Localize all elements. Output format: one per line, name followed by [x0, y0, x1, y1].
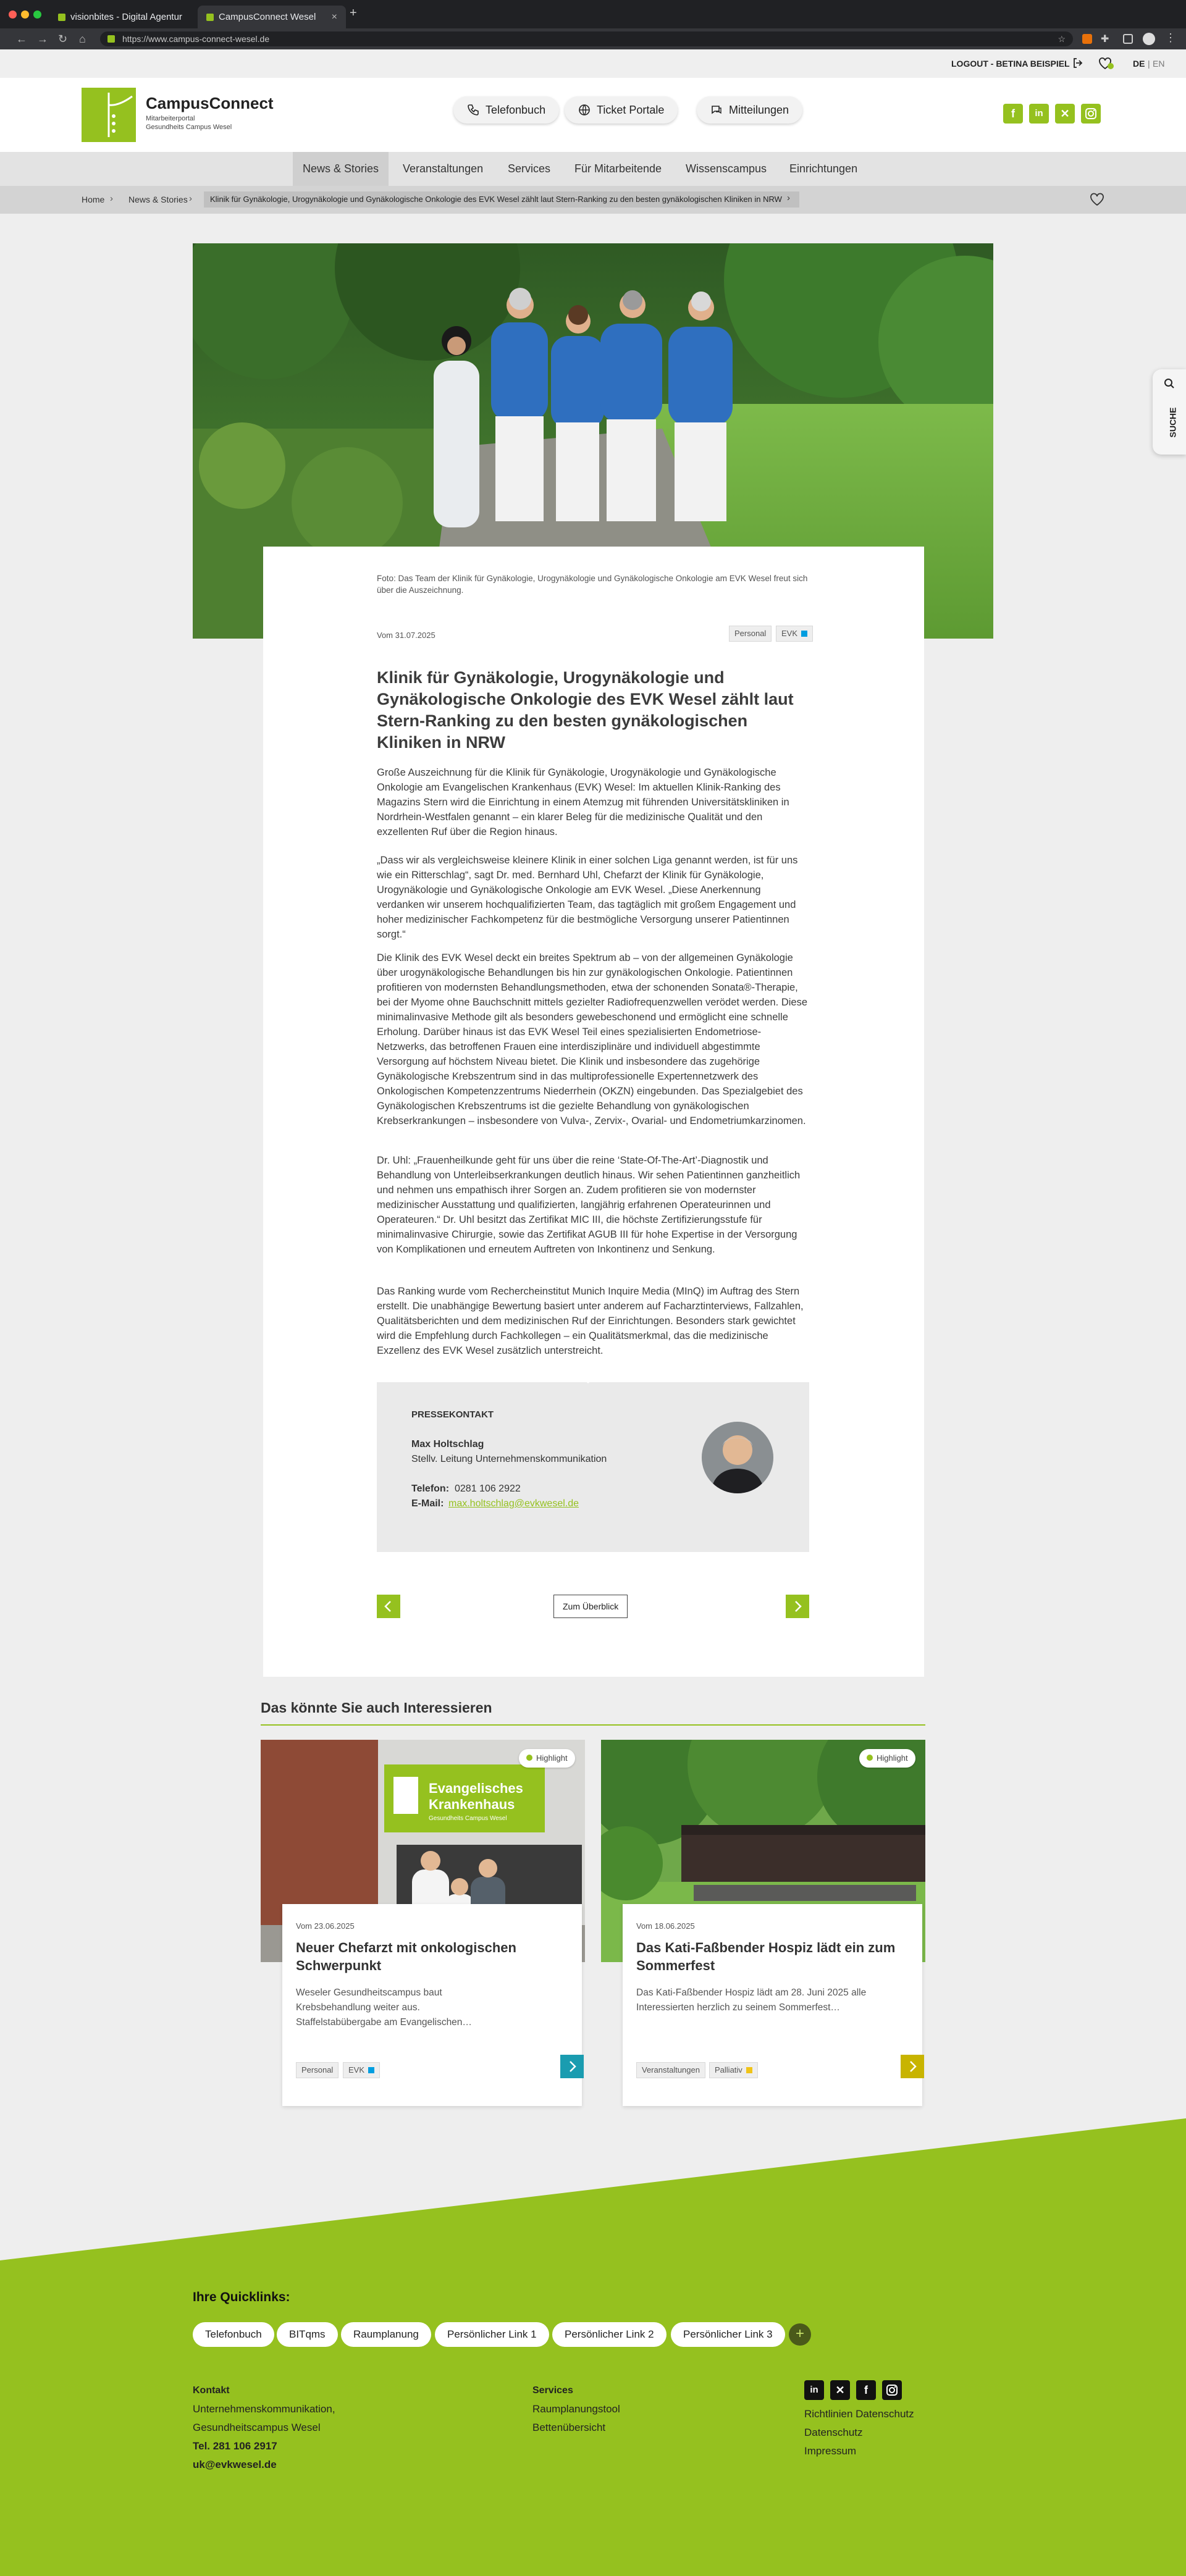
related-heading: Das könnte Sie auch Interessieren: [261, 1700, 492, 1716]
tag-color-swatch: [801, 631, 807, 637]
footer-legal-link[interactable]: Impressum: [804, 2445, 857, 2457]
browser-tab[interactable]: [49, 6, 215, 28]
chevron-right-icon: [786, 1595, 809, 1618]
tag-personal[interactable]: Personal: [296, 2062, 339, 2078]
footer-legal-link[interactable]: Datenschutz: [804, 2427, 863, 2438]
sign-text-3: Gesundheits Campus Wesel: [429, 1815, 507, 1822]
instagram-icon[interactable]: [882, 2380, 902, 2400]
article-card: [263, 547, 924, 1677]
xing-icon[interactable]: ✕: [830, 2380, 850, 2400]
reload-icon[interactable]: ↻: [58, 33, 68, 45]
previous-article-button[interactable]: [377, 1595, 400, 1618]
chevron-right-icon: [560, 2055, 584, 2078]
site-header: [0, 78, 1186, 152]
quicklink[interactable]: Persönlicher Link 1: [435, 2322, 549, 2347]
sign-text-2: Krankenhaus: [429, 1797, 515, 1812]
chevron-left-icon: [377, 1595, 400, 1618]
breadcrumb: [0, 186, 1186, 214]
footer-service-link[interactable]: Raumplanungstool: [532, 2403, 620, 2415]
article-title: Klinik für Gynäkologie, Urogynäkologie und Gynäkologische Onkologie des EVK Wesel zählt laut Stern-Ranking zu den besten gynäkologischen Kliniken in NRW: [377, 668, 794, 752]
browser-tab-bar: [0, 0, 1186, 28]
related-card-excerpt: Das Kati-Faßbender Hospiz lädt am 28. Juni 2025 alle Interessierten herzlich zu seinem Sommerfest…: [636, 1987, 867, 2013]
tab-title: visionbites - Digital Agentur: [70, 12, 182, 22]
pill-label: Telefonbuch: [486, 103, 546, 116]
search-tab-label: SUCHE: [1167, 407, 1178, 438]
quicklink[interactable]: Telefonbuch: [193, 2322, 274, 2347]
tab-title: CampusConnect Wesel: [219, 12, 316, 22]
browser-tab-active[interactable]: [198, 6, 346, 28]
nav-veranstaltungen[interactable]: Veranstaltungen: [403, 162, 484, 175]
bookmark-star-icon[interactable]: ☆: [1058, 34, 1066, 44]
breadcrumb-home[interactable]: Home: [82, 195, 105, 204]
tag-color-swatch: [746, 2067, 752, 2073]
chevron-right-icon: ›: [189, 193, 192, 204]
facebook-icon[interactable]: f: [856, 2380, 876, 2400]
article-paragraph-2: „Dass wir als vergleichsweise kleinere Klinik in einer solchen Liga genannt werden, ist für uns wie ein Ritterschlag“, sagt Dr. med. Bernhard Uhl, Chefarzt der Klinik für Gynäkologie, Urogynäkologie und Gynäkologische Onkologie am EVK Wesel. „Diese Anerkennung verdanken wir unserem hochqualifizierten Team, das tagtäglich mit großem Engagement und hoher medizinischer Fachkompetenz für die bestmögliche Versorgung unserer Patientinnen sorgt.“: [377, 855, 798, 940]
quicklinks-heading: Ihre Quicklinks:: [193, 2290, 290, 2304]
contact-email-label: E-Mail:: [411, 1498, 444, 1509]
related-card-date: Vom 23.06.2025: [296, 1921, 355, 1931]
footer-service-link[interactable]: Bettenübersicht: [532, 2422, 606, 2433]
breadcrumb-current: Klinik für Gynäkologie, Urogynäkologie und Gynäkologische Onkologie des EVK Wesel zählt laut Stern-Ranking zu den besten gynäkologischen Kliniken in NRW: [204, 191, 799, 208]
facebook-icon[interactable]: f: [1003, 104, 1023, 124]
telefonbuch-button[interactable]: [453, 96, 559, 124]
article-paragraph-1: Große Auszeichnung für die Klinik für Gynäkologie, Urogynäkologie und Gynäkologische Onkologie am Evangelischen Krankenhaus (EVK) Wesel: Im aktuellen Klinik-Ranking des Magazins Stern wird die Einrichtung in einem Atemzug mit führenden Universitätskliniken in Nordrhein-Westfalen genannt – ein klarer Beleg für die medizinische Qualität und den exzellenten Ruf über die Region hinaus.: [377, 767, 789, 837]
back-icon[interactable]: ←: [16, 33, 27, 45]
article-date: Vom 31.07.2025: [377, 631, 435, 640]
add-quicklink-button[interactable]: +: [789, 2323, 811, 2346]
minimize-window-icon[interactable]: [21, 10, 29, 19]
site-footer: [0, 2118, 1186, 2576]
footer-legal-link[interactable]: Richtlinien Datenschutz: [804, 2408, 914, 2420]
tag-veranstaltungen[interactable]: Veranstaltungen: [636, 2062, 705, 2078]
notifications-heart-icon[interactable]: [1098, 57, 1114, 70]
ticket-portale-button[interactable]: [565, 96, 678, 124]
mitteilungen-button[interactable]: [697, 96, 802, 124]
chevron-right-icon: ›: [110, 193, 113, 204]
sidebar-icon[interactable]: [1123, 34, 1133, 44]
contact-notch: [579, 1375, 597, 1383]
footer-contact-mail[interactable]: uk@evkwesel.de: [193, 2459, 277, 2470]
tab-favicon-icon: [58, 14, 65, 21]
article-paragraph-3: Die Klinik des EVK Wesel deckt ein breites Spektrum ab – von der allgemeinen Gynäkologie über urogynäkologische Behandlungen bis hin zur gynäkologischen Onkologie. Patientinnen profitieren von modernsten Behandlungsmethoden, etwa der schonenden Sonata®-Therapie, bei der Myome ohne Bauchschnitt mittels gezielter Radiofrequenzwellen verödet werden. Diese minimalinvasive Methode gilt als besonders gewebeschonend und ermöglicht eine schnelle Erholung. Darüber hinaus ist das EVK Wesel Teil eines spezialisierten Endometriose-Netzwerks, das betroffenen Frauen eine interdisziplinäre und individuell abgestimmte Versorgung auf höchstem Niveau bietet. Die Klinik und insbesondere das zugehörige Gynäkologische Krebszentrum sind in das multiprofessionelle Expertennetzwerk des Onkologischen Kompetenzzentrums Niederrhein (OKZN) eingebunden. Das Spezialgebiet des Gynäkologischen Krebszentrums ist die gezielte Behandlung von gynäkologischen Krebserkrankungen – insbesondere von Vulva-, Zervix-, Ovarial- und Endometriumkarzinomen.: [377, 952, 808, 1126]
next-article-button[interactable]: [786, 1595, 809, 1618]
press-contact-box: [377, 1382, 809, 1552]
utility-bar: [0, 49, 1186, 78]
related-card-arrow-button[interactable]: [560, 2055, 584, 2078]
linkedin-icon[interactable]: in: [1029, 104, 1049, 124]
contact-role: Stellv. Leitung Unternehmenskommunikation: [411, 1454, 607, 1464]
tag-palliativ[interactable]: Palliativ: [709, 2062, 758, 2078]
search-icon: [1164, 378, 1175, 389]
quicklink[interactable]: Persönlicher Link 3: [671, 2322, 785, 2347]
menu-icon[interactable]: ⋮: [1165, 31, 1176, 44]
tag-color-swatch: [368, 2067, 374, 2073]
tab-close-icon[interactable]: ×: [331, 11, 337, 22]
address-bar[interactable]: [100, 31, 1073, 46]
contact-name: Max Holtschlag: [411, 1439, 484, 1450]
breadcrumb-section[interactable]: News & Stories: [128, 195, 188, 204]
related-card-date: Vom 18.06.2025: [636, 1921, 695, 1931]
related-divider: [261, 1724, 925, 1726]
favorite-heart-icon[interactable]: [1090, 193, 1104, 206]
main-navigation: [0, 152, 1186, 186]
extensions-puzzle-icon[interactable]: ✚: [1101, 34, 1109, 44]
nav-einrichtungen[interactable]: Einrichtungen: [789, 162, 858, 175]
forward-icon[interactable]: →: [37, 33, 48, 45]
footer-contact-line: Gesundheitscampus Wesel: [193, 2422, 321, 2433]
contact-heading: PRESSEKONTAKT: [411, 1409, 494, 1420]
url-text: https://www.campus-connect-wesel.de: [122, 34, 270, 44]
related-card[interactable]: [623, 1904, 922, 2106]
side-search-tab[interactable]: [1153, 369, 1186, 455]
related-card-arrow-button[interactable]: [901, 2055, 924, 2078]
sign-text-1: Evangelisches: [429, 1781, 523, 1796]
site-favicon-icon: [107, 35, 115, 43]
home-icon[interactable]: ⌂: [79, 33, 86, 45]
pill-label: Ticket Portale: [597, 103, 665, 116]
tag-personal[interactable]: Personal: [729, 626, 772, 642]
lang-separator: |: [1148, 59, 1150, 69]
phone-icon: [467, 104, 479, 116]
contact-avatar: [702, 1422, 773, 1493]
highlight-badge: Highlight: [859, 1749, 915, 1768]
quicklink[interactable]: Raumplanung: [341, 2322, 431, 2347]
overview-button[interactable]: Zum Überblick: [553, 1595, 628, 1618]
profile-avatar-icon[interactable]: [1143, 33, 1155, 45]
quicklink[interactable]: BITqms: [277, 2322, 338, 2347]
chevron-right-icon: ›: [787, 193, 790, 203]
instagram-icon[interactable]: [1081, 104, 1101, 124]
contact-phone[interactable]: 0281 106 2922: [455, 1483, 521, 1494]
logout-link[interactable]: LOGOUT - BETINA BEISPIEL: [951, 59, 1070, 69]
tab-favicon-icon: [206, 14, 214, 21]
nav-fuer-mitarbeitende[interactable]: Für Mitarbeitende: [574, 162, 662, 175]
brand-sub1: Mitarbeiterportal: [146, 115, 195, 122]
contact-email-link[interactable]: max.holtschlag@evkwesel.de: [448, 1498, 579, 1509]
article-paragraph-5: Das Ranking wurde vom Rechercheinstitut Munich Inquire Media (MInQ) im Auftrag des Stern erstellt. Die unabhängige Bewertung basiert unter anderem auf Facharztinterviews, Fallzahlen, Qualitätsberichten und dem medizinischen Ruf der Einrichtungen. Besonders stark gewichtet wird die Empfehlung durch Fachkollegen – ein Qualitätsmerkmal, das die medizinische Exzellenz des EVK Wesel zusätzlich unterstreicht.: [377, 1286, 804, 1356]
highlight-badge: Highlight: [519, 1749, 575, 1768]
lang-en[interactable]: EN: [1153, 59, 1165, 69]
nav-services[interactable]: Services: [508, 162, 551, 175]
logout-icon[interactable]: [1072, 57, 1083, 69]
maximize-window-icon[interactable]: [33, 10, 41, 19]
chevron-right-icon: [901, 2055, 924, 2078]
footer-services-heading: Services: [532, 2385, 573, 2396]
contact-phone-label: Telefon:: [411, 1483, 450, 1494]
article-paragraph-4: Dr. Uhl: „Frauenheilkunde geht für uns über die reine ‘State-Of-The-Art’-Diagnostik und Behandlung von Unterleibserkrankungen deutlich hinaus. Wir sehen Patientinnen ganzheitlich und nehmen uns empathisch ihrer Sorgen an. Zudem profitieren sie von modernster medizinischer Ausstattung und qualifizierten, langjährig erfahrenen Operateurinnen und Operateuren.“ Dr. Uhl besitzt das Zertifikat MIC III, die höchste Zertifizierungsstufe für minimalinvasive Chirurgie, sowie das Zertifikat AGUB III für hohe Expertise in der Versorgung von Komplikationen und erneutem Auftreten von Inkontinenz und Senkung.: [377, 1155, 801, 1255]
linkedin-icon[interactable]: in: [804, 2380, 824, 2400]
nav-wissenscampus[interactable]: Wissenscampus: [686, 162, 767, 175]
quicklink[interactable]: Persönlicher Link 2: [552, 2322, 667, 2347]
tag-evk[interactable]: EVK: [776, 626, 813, 642]
new-tab-icon[interactable]: +: [350, 6, 357, 20]
xing-icon[interactable]: ✕: [1055, 104, 1075, 124]
related-card-title[interactable]: Neuer Chefarzt mit onkologischen Schwerpunkt: [296, 1940, 516, 1973]
brand-sub2: Gesundheits Campus Wesel: [146, 124, 232, 131]
related-card[interactable]: [282, 1904, 582, 2106]
footer-contact-line: Unternehmenskommunikation,: [193, 2403, 335, 2415]
extension-icon[interactable]: [1082, 34, 1092, 44]
related-card-title[interactable]: Das Kati-Faßbender Hospiz lädt ein zum Sommerfest: [636, 1940, 896, 1973]
tag-evk[interactable]: EVK: [343, 2062, 380, 2078]
logo-mark[interactable]: [82, 88, 136, 142]
browser-toolbar: [0, 28, 1186, 49]
close-window-icon[interactable]: [9, 10, 17, 19]
nav-news-stories[interactable]: News & Stories: [293, 152, 389, 186]
footer-contact-tel[interactable]: Tel. 281 106 2917: [193, 2440, 277, 2452]
lang-de[interactable]: DE: [1133, 59, 1145, 69]
footer-contact-heading: Kontakt: [193, 2385, 230, 2396]
globe-icon: [578, 104, 591, 116]
brand-name: CampusConnect: [146, 94, 274, 112]
chat-icon: [710, 104, 723, 116]
image-caption: Foto: Das Team der Klinik für Gynäkologie, Urogynäkologie und Gynäkologische Onkologie am EVK Wesel freut sich über die Auszeichnung.: [377, 574, 808, 595]
related-card-excerpt: Weseler Gesundheitscampus baut Krebsbehandlung weiter aus. Staffelstabübergabe am Evangelischen…: [296, 1987, 472, 2028]
pill-label: Mitteilungen: [729, 103, 789, 116]
